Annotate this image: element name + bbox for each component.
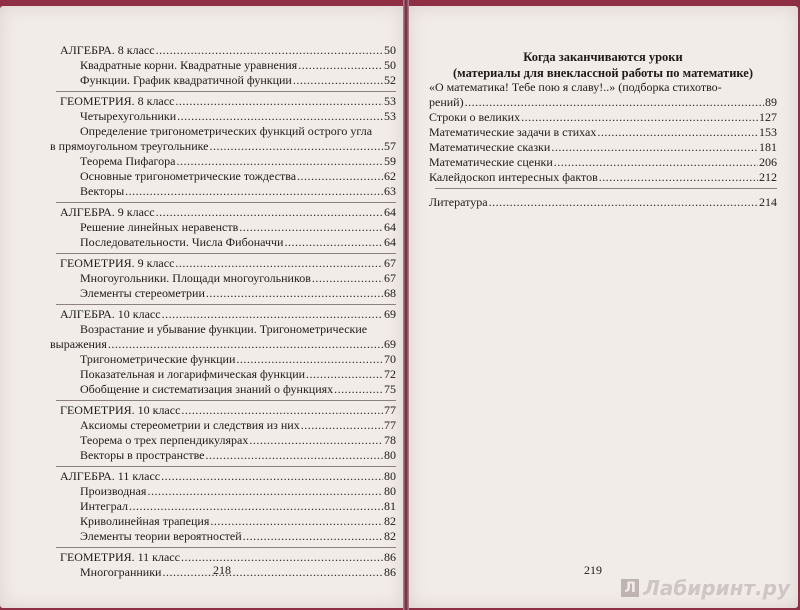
toc-entry: рений) ..... 89 [429, 95, 777, 110]
toc-section-heading: АЛГЕБРА. 10 класс ..... 69 [50, 307, 396, 322]
toc-entry: Интеграл ..... 81 [50, 499, 396, 514]
toc-entry: Векторы в пространстве ..... 80 [50, 448, 396, 463]
right-table-of-contents [429, 80, 777, 210]
toc-section-heading: АЛГЕБРА. 8 класс ..... 50 [50, 43, 396, 58]
toc-entry: Аксиомы стереометрии и следствия из них ..... 77 [50, 418, 396, 433]
toc-entry: Производная ..... 80 [50, 484, 396, 499]
toc-section-heading: ГЕОМЕТРИЯ. 8 класс ..... 53 [50, 94, 396, 109]
toc-entry: Математические сказки ..... 181 [429, 140, 777, 155]
toc-section-heading: ГЕОМЕТРИЯ. 10 класс ..... 77 [50, 403, 396, 418]
section-divider [56, 202, 396, 203]
toc-entry: Тригонометрические функции ..... 70 [50, 352, 396, 367]
toc-entry: Теорема о трех перпендикулярах ..... 78 [50, 433, 396, 448]
toc-entry: Основные тригонометрические тождества ..... 62 [50, 169, 396, 184]
toc-entry: Калейдоскоп интересных фактов ..... 212 [429, 170, 777, 185]
toc-entry-line1: Возрастание и убывание функции. Тригонометрические [80, 322, 368, 336]
toc-entry: Функции. График квадратичной функции ..... 52 [50, 73, 396, 88]
toc-section-heading: ГЕОМЕТРИЯ. 11 класс ..... 86 [50, 550, 396, 565]
toc-entry: Математические сценки ..... 206 [429, 155, 777, 170]
toc-entry: Последовательности. Числа Фибоначчи ..... 64 [50, 235, 396, 250]
section-divider [435, 188, 777, 189]
right-book-page [409, 6, 798, 608]
watermark-text: Лабиринт.ру [643, 576, 790, 600]
toc-entry: Элементы стереометрии ..... 68 [50, 286, 396, 301]
section-divider [56, 400, 396, 401]
labirint-logo-icon: Л [621, 579, 639, 597]
section-divider [56, 547, 396, 548]
toc-entry: Многоугольники. Площади многоугольников ..... 67 [50, 271, 396, 286]
left-book-page [0, 6, 403, 608]
toc-entry: Показательная и логарифмическая функции ..... 72 [50, 367, 396, 382]
toc-entry: в прямоугольном треугольнике ..... 57 [50, 139, 396, 154]
section-divider [56, 304, 396, 305]
toc-entry: Математические задачи в стихах ..... 153 [429, 125, 777, 140]
toc-entry-line1: Определение тригонометрических функций острого угла [80, 124, 373, 138]
section-heading: Когда заканчиваются уроки (материалы для внеклассной работы по математике) [453, 50, 753, 80]
toc-section-heading: ГЕОМЕТРИЯ. 9 класс ..... 67 [50, 256, 396, 271]
toc-entry: Строки о великих ..... 127 [429, 110, 777, 125]
labirint-watermark [621, 576, 790, 600]
toc-entry: Решение линейных неравенств ..... 64 [50, 220, 396, 235]
toc-entry: Теорема Пифагора ..... 59 [50, 154, 396, 169]
page-number: 218 [213, 563, 231, 577]
toc-entry: Квадратные корни. Квадратные уравнения ..... 50 [50, 58, 396, 73]
toc-section-heading: АЛГЕБРА. 9 класс ..... 64 [50, 205, 396, 220]
toc-entry: Литература ..... 214 [429, 195, 777, 210]
toc-entry: Многогранники ..... 86 [50, 565, 396, 580]
page-number: 219 [584, 563, 602, 577]
section-divider [56, 253, 396, 254]
section-divider [56, 466, 396, 467]
toc-entry-line1: «О математика! Тебе пою я славу!..» (подборка стихотво- [429, 80, 722, 94]
toc-entry: Криволинейная трапеция ..... 82 [50, 514, 396, 529]
toc-entry: Четырехугольники ..... 53 [50, 109, 396, 124]
section-divider [56, 91, 396, 92]
toc-entry: Элементы теории вероятностей ..... 82 [50, 529, 396, 544]
toc-entry: выражения ..... 69 [50, 337, 396, 352]
left-table-of-contents [50, 43, 396, 580]
toc-entry: Обобщение и систематизация знаний о функциях ..... 75 [50, 382, 396, 397]
toc-section-heading: АЛГЕБРА. 11 класс ..... 80 [50, 469, 396, 484]
toc-entry: Векторы ..... 63 [50, 184, 396, 199]
